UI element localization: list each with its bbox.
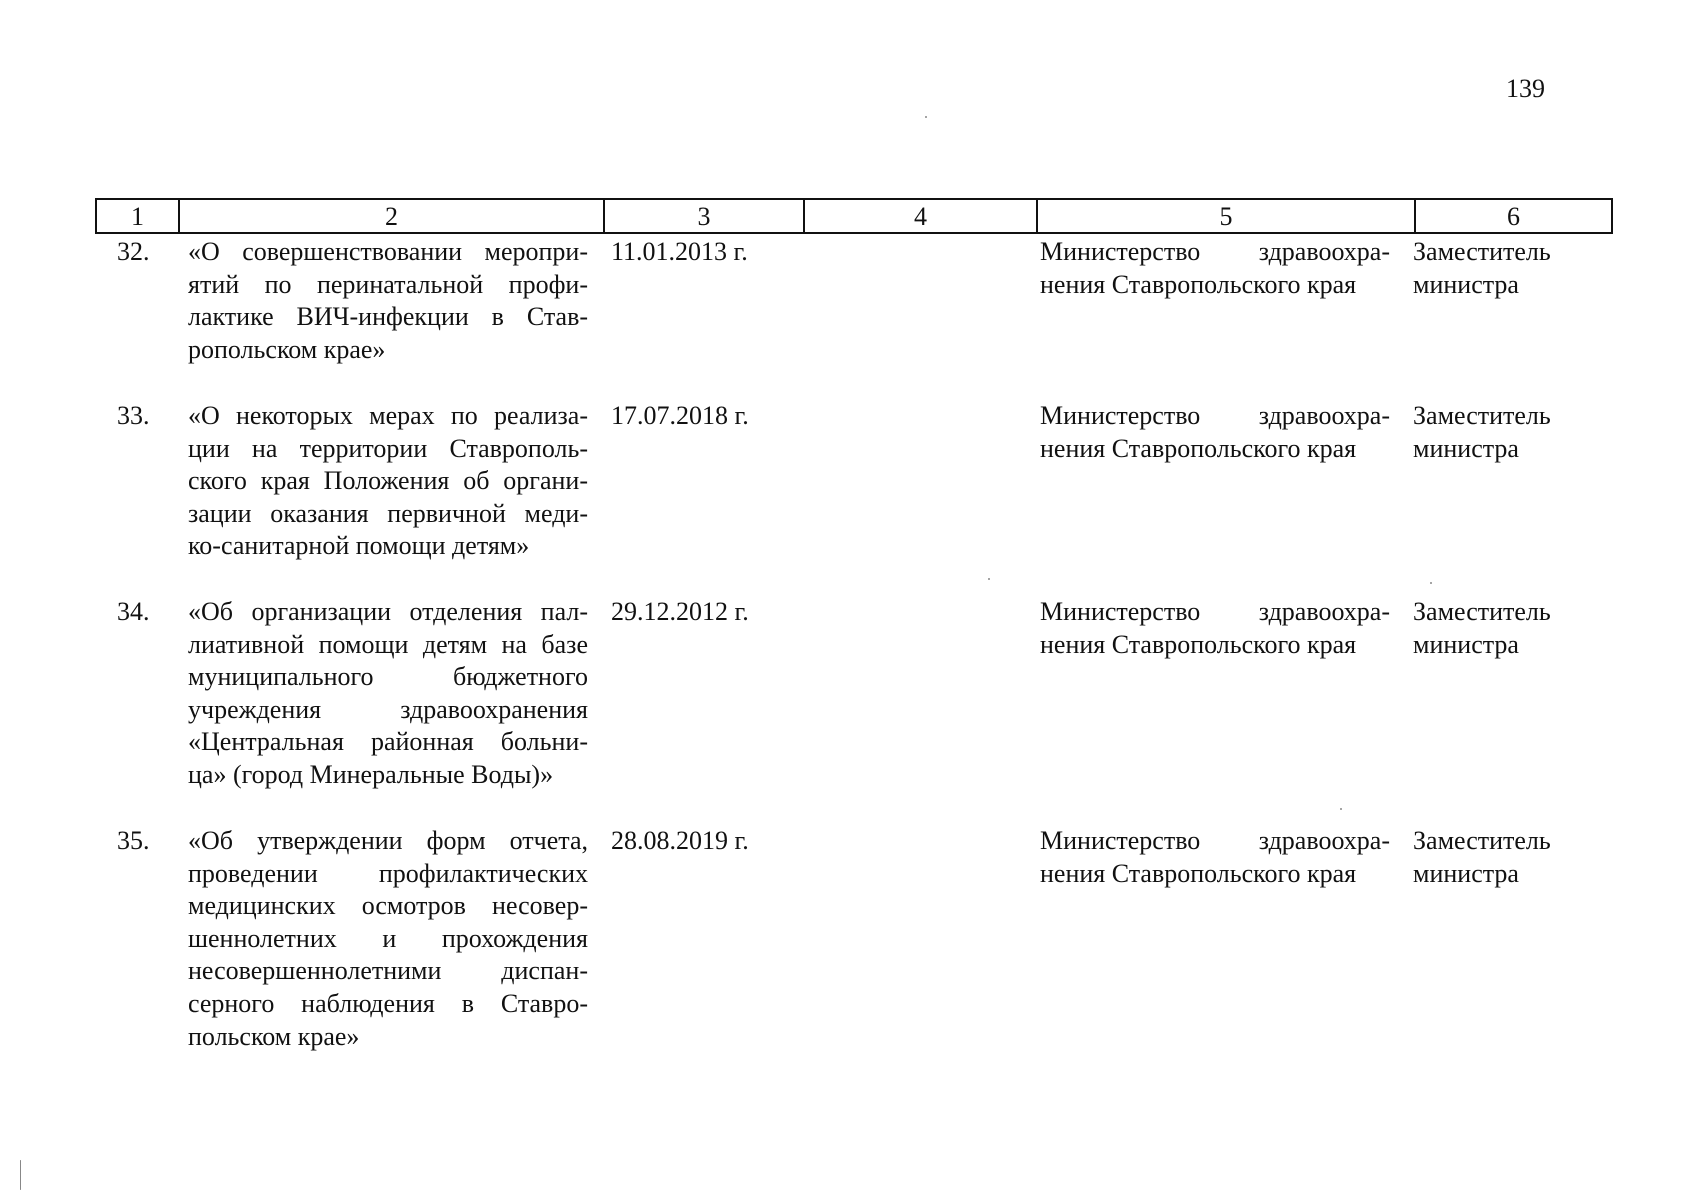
title-line: зации оказания первичной меди- bbox=[188, 498, 588, 528]
title-line: шеннолетних и прохождения bbox=[188, 923, 588, 953]
column-header-4: 4 bbox=[804, 199, 1037, 233]
responsible-position bbox=[1413, 236, 1613, 301]
responsible-organization bbox=[1040, 400, 1390, 465]
title-line: «О совершенствовании меропри- bbox=[188, 237, 588, 266]
title-line: лактике ВИЧ-инфекции в Став- bbox=[188, 302, 588, 332]
document-title bbox=[188, 825, 588, 1053]
row-number: 35. bbox=[117, 826, 150, 855]
title-line: учреждения здравоохранения bbox=[188, 694, 588, 724]
row-number: 33. bbox=[117, 401, 150, 430]
org-line: Министерство здравоохра- bbox=[1040, 401, 1390, 430]
column-header-3: 3 bbox=[604, 199, 804, 233]
title-line: «Об организации отделения пал- bbox=[188, 597, 588, 626]
title-line: медицинских осмотров несовер- bbox=[188, 891, 588, 921]
title-line: «Центральная районная больни- bbox=[188, 727, 588, 757]
title-line: ского края Положения об органи- bbox=[188, 466, 588, 496]
position-line: Заместитель bbox=[1413, 597, 1551, 626]
org-line: нения Ставропольского края bbox=[1040, 269, 1357, 299]
position-line: министра bbox=[1413, 269, 1519, 299]
responsible-position bbox=[1413, 400, 1613, 465]
position-line: министра bbox=[1413, 858, 1519, 888]
position-line: Заместитель bbox=[1413, 237, 1551, 266]
title-line: «Об утверждении форм отчета, bbox=[188, 826, 588, 855]
title-line: ко-санитарной помощи детям» bbox=[188, 531, 530, 561]
column-number-header bbox=[95, 198, 1613, 234]
row-number: 32. bbox=[117, 237, 150, 266]
title-line: польском крае» bbox=[188, 1021, 360, 1051]
title-line: серного наблюдения в Ставро- bbox=[188, 988, 588, 1018]
org-line: нения Ставропольского края bbox=[1040, 433, 1357, 463]
scan-speck bbox=[925, 116, 927, 118]
position-line: министра bbox=[1413, 433, 1519, 463]
position-line: Заместитель bbox=[1413, 826, 1551, 855]
document-date: 29.12.2012 г. bbox=[611, 597, 749, 626]
column-header-1: 1 bbox=[96, 199, 179, 233]
scan-speck bbox=[1340, 808, 1342, 810]
document-title bbox=[188, 400, 588, 563]
responsible-position bbox=[1413, 596, 1613, 661]
title-line: «О некоторых мерах по реализа- bbox=[188, 401, 588, 430]
responsible-organization bbox=[1040, 596, 1390, 661]
column-header-6: 6 bbox=[1415, 199, 1612, 233]
position-line: Заместитель bbox=[1413, 401, 1551, 430]
title-line: муниципального бюджетного bbox=[188, 662, 588, 692]
column-header-2: 2 bbox=[179, 199, 604, 233]
title-line: ца» (город Минеральные Воды)» bbox=[188, 759, 554, 789]
title-line: проведении профилактических bbox=[188, 858, 588, 888]
document-date: 28.08.2019 г. bbox=[611, 826, 749, 855]
position-line: министра bbox=[1413, 629, 1519, 659]
title-line: ции на территории Ставрополь- bbox=[188, 433, 588, 463]
title-line: несовершеннолетними диспан- bbox=[188, 956, 588, 986]
title-line: ятий по перинатальной профи- bbox=[188, 269, 588, 299]
page-number: 139 bbox=[1506, 74, 1545, 103]
column-header-5: 5 bbox=[1037, 199, 1415, 233]
document-title bbox=[188, 596, 588, 792]
org-line: нения Ставропольского края bbox=[1040, 629, 1357, 659]
title-line: лиативной помощи детям на базе bbox=[188, 629, 588, 659]
responsible-organization bbox=[1040, 236, 1390, 301]
scan-speck bbox=[20, 1160, 21, 1190]
title-line: ропольском крае» bbox=[188, 334, 386, 364]
org-line: Министерство здравоохра- bbox=[1040, 597, 1390, 626]
org-line: Министерство здравоохра- bbox=[1040, 826, 1390, 855]
row-number: 34. bbox=[117, 597, 150, 626]
document-title bbox=[188, 236, 588, 366]
scan-speck bbox=[1430, 582, 1432, 584]
responsible-organization bbox=[1040, 825, 1390, 890]
scan-speck bbox=[988, 578, 990, 580]
document-date: 11.01.2013 г. bbox=[611, 237, 748, 266]
responsible-position bbox=[1413, 825, 1613, 890]
document-date: 17.07.2018 г. bbox=[611, 401, 749, 430]
org-line: Министерство здравоохра- bbox=[1040, 237, 1390, 266]
org-line: нения Ставропольского края bbox=[1040, 858, 1357, 888]
